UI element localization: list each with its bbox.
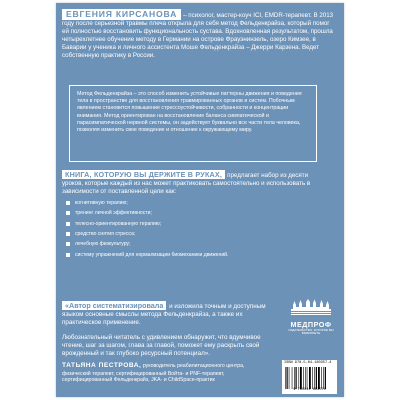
list-item: средство снятия стресса; [66,231,324,237]
list-item: тренинг личной эффективности; [66,210,324,216]
list-item: телесно-ориентированную терапию; [66,221,324,227]
barcode-bar [289,367,290,389]
barcode-bar [325,367,326,389]
author-name: ЕВГЕНИЯ КИРСАНОВА [62,9,181,20]
barcode-bar [294,367,295,389]
barcode-bar [307,367,308,389]
barcode-bar [321,367,322,389]
features-list [66,200,324,258]
quote-author-role: руководитель реабилитационного центра, физический терапевт, сертифицированный Войта- и PNF-терапевт, сертифицированный Фельденкрайз, JKA- и ChildSpace-практик [62,363,245,384]
review-text: и изложила точным и доступным языком основные смыслы метода Фельденкрайза, а также их практическое применение. [62,303,266,327]
list-item: когнитивную терапию; [66,200,324,206]
barcode-bar [318,367,320,389]
review-quote-text: Любознательный читатель с удивлением обнаружит, что вдумчивое чтение, шаг за шагом, глава за главой, поможет ему раскрыть свой врожденный и так глубоко ресурсный потенциал». [62,334,261,358]
review-lead: «Автор систематизировала [62,301,166,310]
barcode-bar [296,367,297,389]
review-quote [62,334,272,359]
quote-author-name: ТАТЬЯНА ПЕСТРОВА, [62,362,142,369]
publisher-tagline: ИЗДАТЕЛЬСТВО, КОТОРОЕ ВЫ ВЫБИРАЕТЕ [288,327,334,336]
barcode-bar [309,367,311,389]
author-bio: – психолог, мастер-коуч ICI, EMDR-терапевт. В 2013 году после серьезной травмы плеча открыла для себя метод Фельденкрайза, который помог ей полностью восстановить функциональность сустава. Вдохновленная результатом, прошла четырехлетнее обучение методу в Германии на острове Фрауэнинзель, озеро Кимзее, в Баварии у ученика и личного ассистента Моше Фельденкрайза – Джерри Карзена. Ведет собственную практику в России. [62,12,334,60]
barcode [282,360,337,394]
barcode-bar [305,367,306,389]
barcode-bar [303,367,304,389]
quote-author [62,362,272,384]
review-block [62,301,272,328]
publisher-logo [286,299,336,336]
barcode-bar [292,367,293,389]
barcode-bar [299,367,300,389]
barcode-bar [323,367,324,389]
barcode-bar [285,367,286,389]
method-description-box [69,85,317,162]
barcode-bar [287,367,288,389]
publisher-name: МЕДПРОФ [290,320,332,329]
barcode-number: 9 785041 803574 [293,387,326,392]
method-description-text: Метод Фельденкрайза – это способ изменить устойчивые паттерны движения и поведения тела в пространстве для восстановления травмированных органов и систем. Побочным явлением становится повышение стрессоустойчивости, собранности и концентрации внимания. Метод ориентирован на восстановление баланса симпатической и парасимпатической нервной системы, он задействует буквально все части тела человека, позволяя изменить свое поведение и отношение к окружающему миру. [77,91,302,134]
kremlin-towers-icon [291,299,331,316]
barcode-bars [284,367,335,389]
barcode-bar [312,367,313,389]
list-item: систему упражнений для нормализации биомеханики движений. [66,252,324,258]
book-features-section [62,170,324,262]
barcode-bar [300,367,302,389]
list-item: лечебную физкультуру; [66,241,324,247]
barcode-bar [314,367,315,389]
barcode-bar [316,367,317,389]
cover-panel [56,3,344,397]
features-heading: КНИГА, КОТОРУЮ ВЫ ДЕРЖИТЕ В РУКАХ, [62,170,225,179]
features-intro: предлагает набор из десяти уроков, которые каждый из нас может практиковать самостоятельно и использовать в зависимости от поставленной цели как: [62,172,311,196]
isbn-text: ISBN 978-5-04-180357-4 [284,361,332,365]
author-block [62,9,336,60]
